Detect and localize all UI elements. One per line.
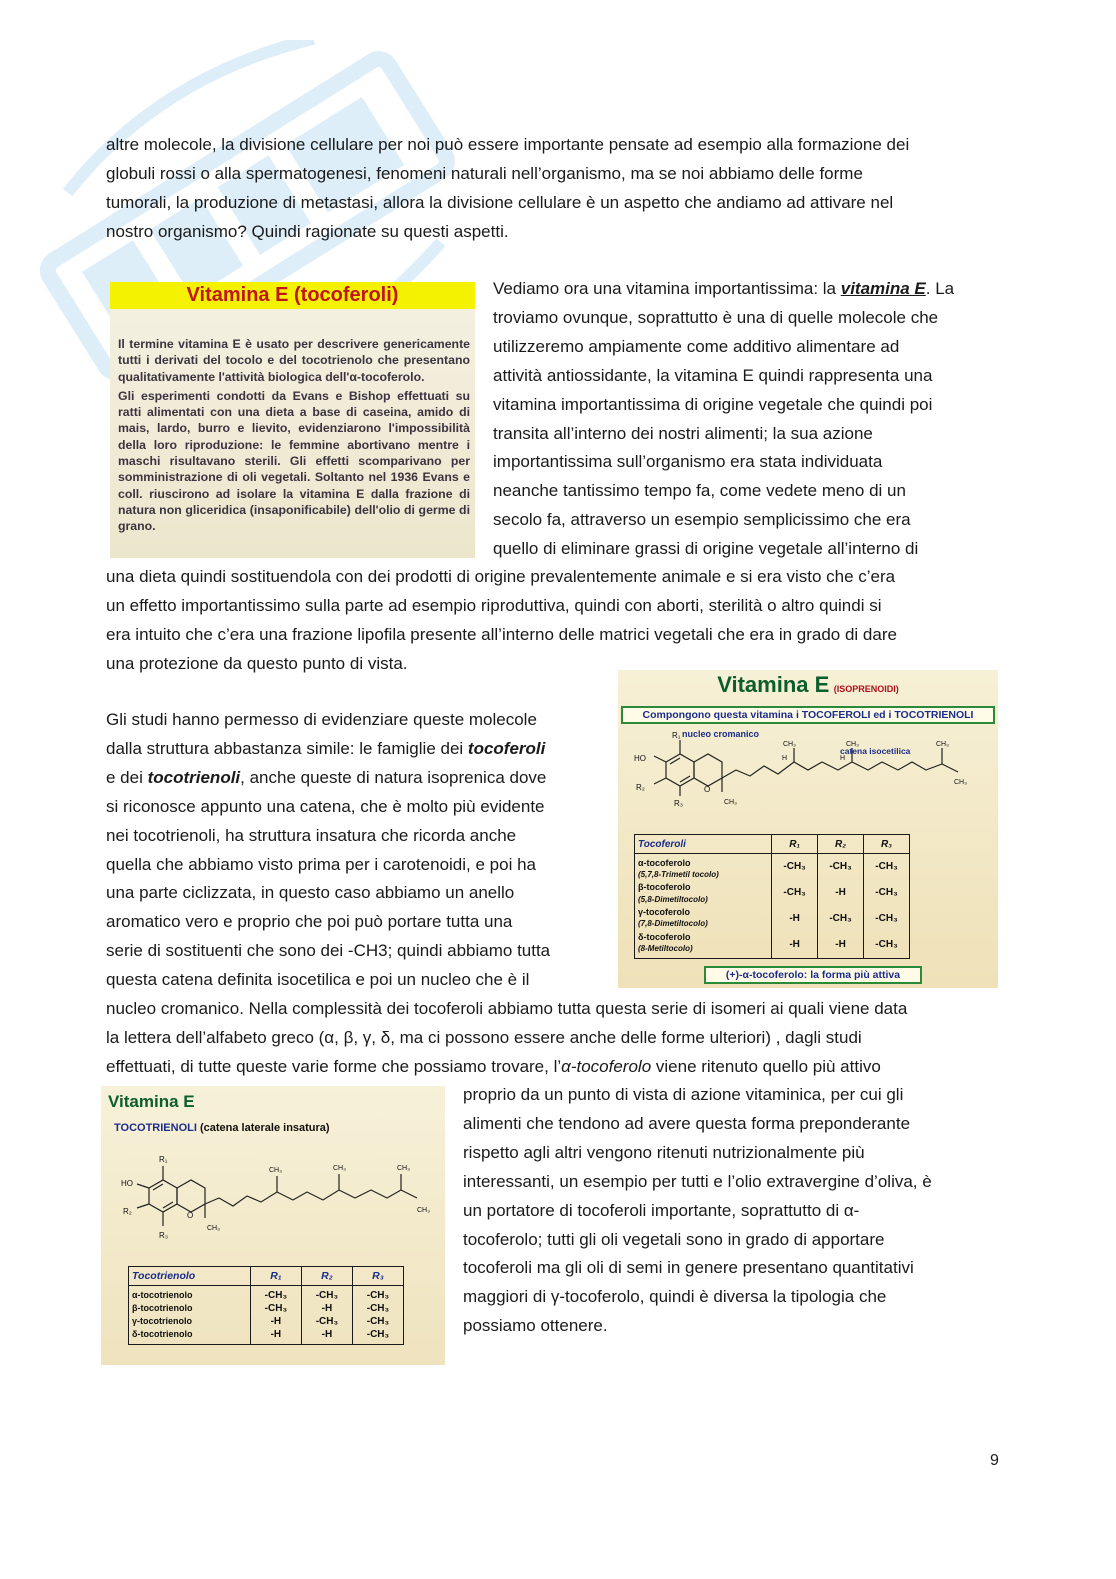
atom-label: CH₃ — [333, 1165, 346, 1172]
table-cell-r3: -CH₃ -CH₃ -CH₃ -CH₃ — [864, 854, 910, 959]
table-cell-r3: -CH₃ -CH₃ -CH₃ -CH₃ — [352, 1286, 403, 1345]
table-header: Tocotrienolo — [129, 1267, 251, 1286]
table-cell-r2: -CH₃ -H -CH₃ -H — [301, 1286, 352, 1345]
slide-title: Vitamina E (ISOPRENOIDI) — [717, 672, 899, 697]
slide-title: Vitamina E (tocoferoli) — [110, 282, 475, 309]
atom-label: CH₃ — [724, 799, 737, 806]
text-line: attività antiossidante, la vitamina E quindi rappresenta una — [493, 365, 933, 385]
paragraph-3-side — [106, 706, 550, 995]
table-cell-r1: -CH₃ -CH₃ -H -H — [772, 854, 818, 959]
tocoferoli-table — [634, 834, 910, 959]
text-line: interessanti, un esempio per tutti e l’olio extravergine d’oliva, è — [463, 1171, 932, 1191]
text-line: importantissima sull’organismo era stata individuata — [493, 452, 883, 472]
text-line: Gli studi hanno permesso di evidenziare queste molecole — [106, 710, 537, 729]
tocotrienoli-table — [128, 1266, 404, 1345]
text-line: e dei tocotrienoli, anche queste di natura isoprenica dove — [106, 767, 547, 787]
atom-label: HO — [121, 1179, 133, 1188]
table-cell-names: α-tocoferolo (5,7,8-Trimetil tocolo) β-tocoferolo (5,8-Dimetiltocolo) γ-tocoferolo (7,8-Dimetiltocolo) δ-tocoferolo (8-Metiltocolo) — [635, 854, 772, 959]
text-line: dalla struttura abbastanza simile: le famiglie dei tocoferoli — [106, 738, 546, 758]
atom-label: R₂ — [636, 783, 645, 792]
text-line: una protezione da questo punto di vista. — [106, 653, 408, 673]
text-line: possiamo ottenere. — [463, 1316, 608, 1336]
text-line: quella che abbiamo visto prima per i carotenoidi, e poi ha — [106, 854, 536, 874]
text-line: tumorali, la produzione di metastasi, allora la divisione cellulare è un aspetto che andiamo ad attivare nel — [106, 192, 894, 212]
slide-footer-note: (+)-α-tocoferolo: la forma più attiva — [704, 966, 922, 984]
text-line: un portatore di tocoferoli importante, soprattutto di α- — [463, 1200, 860, 1220]
text-line: una dieta quindi sostituendola con dei prodotti di origine prevalentemente animale e si era visto che c’era — [106, 567, 896, 586]
tocoferoli-emphasis: tocoferoli — [467, 738, 546, 758]
atom-label: R₂ — [123, 1207, 132, 1216]
text-line: globuli rossi o alla spermatogenesi, fenomeni naturali nell’organismo, ma se noi abbiamo delle forme — [106, 163, 863, 183]
slide-tocotrienoli — [101, 1086, 445, 1365]
table-header: R₁ — [772, 835, 818, 854]
text-line: quello di eliminare grassi di origine vegetale all’interno di — [493, 539, 919, 559]
text-line: serie di sostituenti che sono dei -CH3; quindi abbiamo tutta — [106, 941, 551, 961]
text-line: troviamo ovunque, soprattutto è una di quelle molecole che — [493, 307, 939, 327]
text-line: effettuati, di tutte queste varie forme che possiamo trovare, l’α-tocoferolo viene ritenuto quello più attivo — [106, 1056, 881, 1076]
slide-subtitle: TOCOTRIENOLI (catena laterale insatura) — [114, 1122, 330, 1134]
text-line: utilizzeremo ampiamente come additivo alimentare ad — [493, 336, 900, 356]
atom-label: HO — [634, 754, 646, 763]
text-line: questa catena definita isocetilica e poi un nucleo che è il — [106, 970, 530, 990]
text-line: neanche tantissimo tempo fa, come vedete meno di un — [493, 481, 906, 501]
slide-subtitle: Compongono questa vitamina i TOCOFEROLI ed i TOCOTRIENOLI — [621, 706, 995, 724]
text-line: nucleo cromanico. Nella complessità dei tocoferoli abbiamo tutta questa serie di isomeri ai quali viene data — [106, 999, 908, 1018]
paragraph-2-side — [493, 275, 954, 564]
atom-label: R₁ — [159, 1155, 168, 1164]
text-line: secolo fa, attraverso un esempio semplicissimo che era — [493, 510, 911, 530]
text-line: nei tocotrienoli, ha struttura insatura che ricorda anche — [106, 825, 517, 845]
paragraph-1 — [106, 131, 909, 247]
atom-label: CH₃ — [417, 1207, 430, 1214]
text-line: aromatico vero e proprio che poi può portare tutta una — [106, 912, 513, 932]
atom-label: CH₃ — [936, 741, 949, 748]
atom-label: CH₃ — [954, 779, 967, 786]
text-line: nostro organismo? Quindi ragionate su questi aspetti. — [106, 221, 509, 241]
alfa-tocoferolo-emphasis: α-tocoferolo — [561, 1056, 652, 1076]
slide-vitamina-e-isoprenoidi — [618, 670, 998, 988]
atom-label: R₃ — [159, 1231, 169, 1240]
tocotrienol-structure-diagram — [101, 1146, 445, 1258]
text-line: una parte ciclizzata, in questo caso abbiamo un anello — [106, 883, 515, 903]
atom-label: H — [782, 755, 788, 762]
paragraph-2-full — [106, 563, 897, 679]
text-line: altre molecole, la divisione cellulare per noi può essere importante pensate ad esempio alla formazione dei — [106, 135, 910, 154]
slide-text-history: Gli esperimenti condotti da Evans e Bishop effettuati su ratti alimentati con una dieta a base di caseina, amido di mais, lardo, burro e lievito, evidenziarono l'impossibilità della loro riproduzione: le femmine abortivano mentre i maschi risultavano sterili. Gli effetti scomparivano per somministrazione di oli vegetali. Soltanto nel 1936 Evans e coll. riuscirono ad isolare la vitamina E dalla frazione di natura non gliceridica (insaponificabile) dell'olio di germe di grano. — [118, 388, 470, 534]
text-line: rispetto agli altri vengono ritenuti nutrizionalmente più — [463, 1142, 865, 1162]
text-line: tocoferoli ma gli oli di semi in genere presentano quantitativi — [463, 1258, 914, 1278]
table-cell-names: α-tocotrienolo β-tocotrienolo γ-tocotrienolo δ-tocotrienolo — [129, 1286, 251, 1345]
atom-label: CH₃ — [397, 1165, 410, 1172]
slide-vitamina-e-tocoferoli — [110, 282, 475, 558]
text-line: si riconosce appunto una catena, che è molto più evidente — [106, 796, 545, 816]
slide-title: Vitamina E — [108, 1092, 195, 1111]
text-line: transita all’interno dei nostri alimenti; la sua azione — [493, 423, 873, 443]
atom-label: R₁ — [672, 731, 681, 740]
atom-label: CH₃ — [846, 741, 859, 748]
text-line: Vediamo ora una vitamina importantissima: la vitamina E. La — [493, 279, 955, 298]
table-header: R₃ — [352, 1267, 403, 1286]
text-line: un effetto importantissimo sulla parte ad esempio riproduttiva, quindi con aborti, sterilità o altro quindi si — [106, 595, 882, 615]
paragraph-3-full — [106, 995, 907, 1082]
paragraph-3-side-2 — [463, 1081, 932, 1341]
atom-label: CH₃ — [207, 1225, 220, 1232]
atom-label: H — [840, 755, 846, 762]
label-catena-isocetilica: catena isocetilica — [840, 746, 911, 756]
vitamina-e-emphasis: vitamina E — [840, 279, 926, 298]
table-header: Tocoferoli — [635, 835, 772, 854]
text-line: alimenti che tendono ad avere questa forma preponderante — [463, 1113, 911, 1133]
text-line: proprio da un punto di vista di azione vitaminica, per cui gli — [463, 1085, 904, 1104]
table-header: R₂ — [818, 835, 864, 854]
text-line: vitamina importantissima di origine vegetale che quindi poi — [493, 394, 933, 414]
atom-label: R₃ — [674, 799, 684, 808]
label-nucleo-cromanico: nucleo cromanico — [682, 729, 760, 739]
text-line: tocoferolo; tutti gli oli vegetali sono in grado di apportare — [463, 1229, 885, 1249]
table-cell-r1: -CH₃ -CH₃ -H -H — [250, 1286, 301, 1345]
page-number: 9 — [990, 1452, 999, 1469]
text-line: la lettera dell’alfabeto greco (α, β, γ, δ, ma ci possono essere anche delle forme ulteriori) , dagli studi — [106, 1027, 862, 1047]
table-header: R₂ — [301, 1267, 352, 1286]
table-cell-r2: -CH₃ -H -CH₃ -H — [818, 854, 864, 959]
atom-label: CH₃ — [269, 1167, 282, 1174]
text-line: era intuito che c’era una frazione lipofila presente all’interno delle matrici vegetali che era in grado di dare — [106, 624, 897, 644]
table-header: R₃ — [864, 835, 910, 854]
table-header: R₁ — [250, 1267, 301, 1286]
atom-label: CH₃ — [783, 741, 796, 748]
atom-label: O — [704, 785, 711, 794]
tocotrienoli-emphasis: tocotrienoli — [147, 767, 241, 787]
tocopherol-structure-diagram — [618, 726, 998, 834]
slide-text-definition: Il termine vitamina E è usato per descrivere genericamente tutti i derivati del tocolo e del tocotrienolo che presentano qualitativamente l'attività biologica dell'α-tocoferolo. — [118, 337, 470, 384]
text-line: maggiori di γ-tocoferolo, quindi è diversa la tipologia che — [463, 1287, 887, 1307]
atom-label: O — [187, 1211, 194, 1220]
